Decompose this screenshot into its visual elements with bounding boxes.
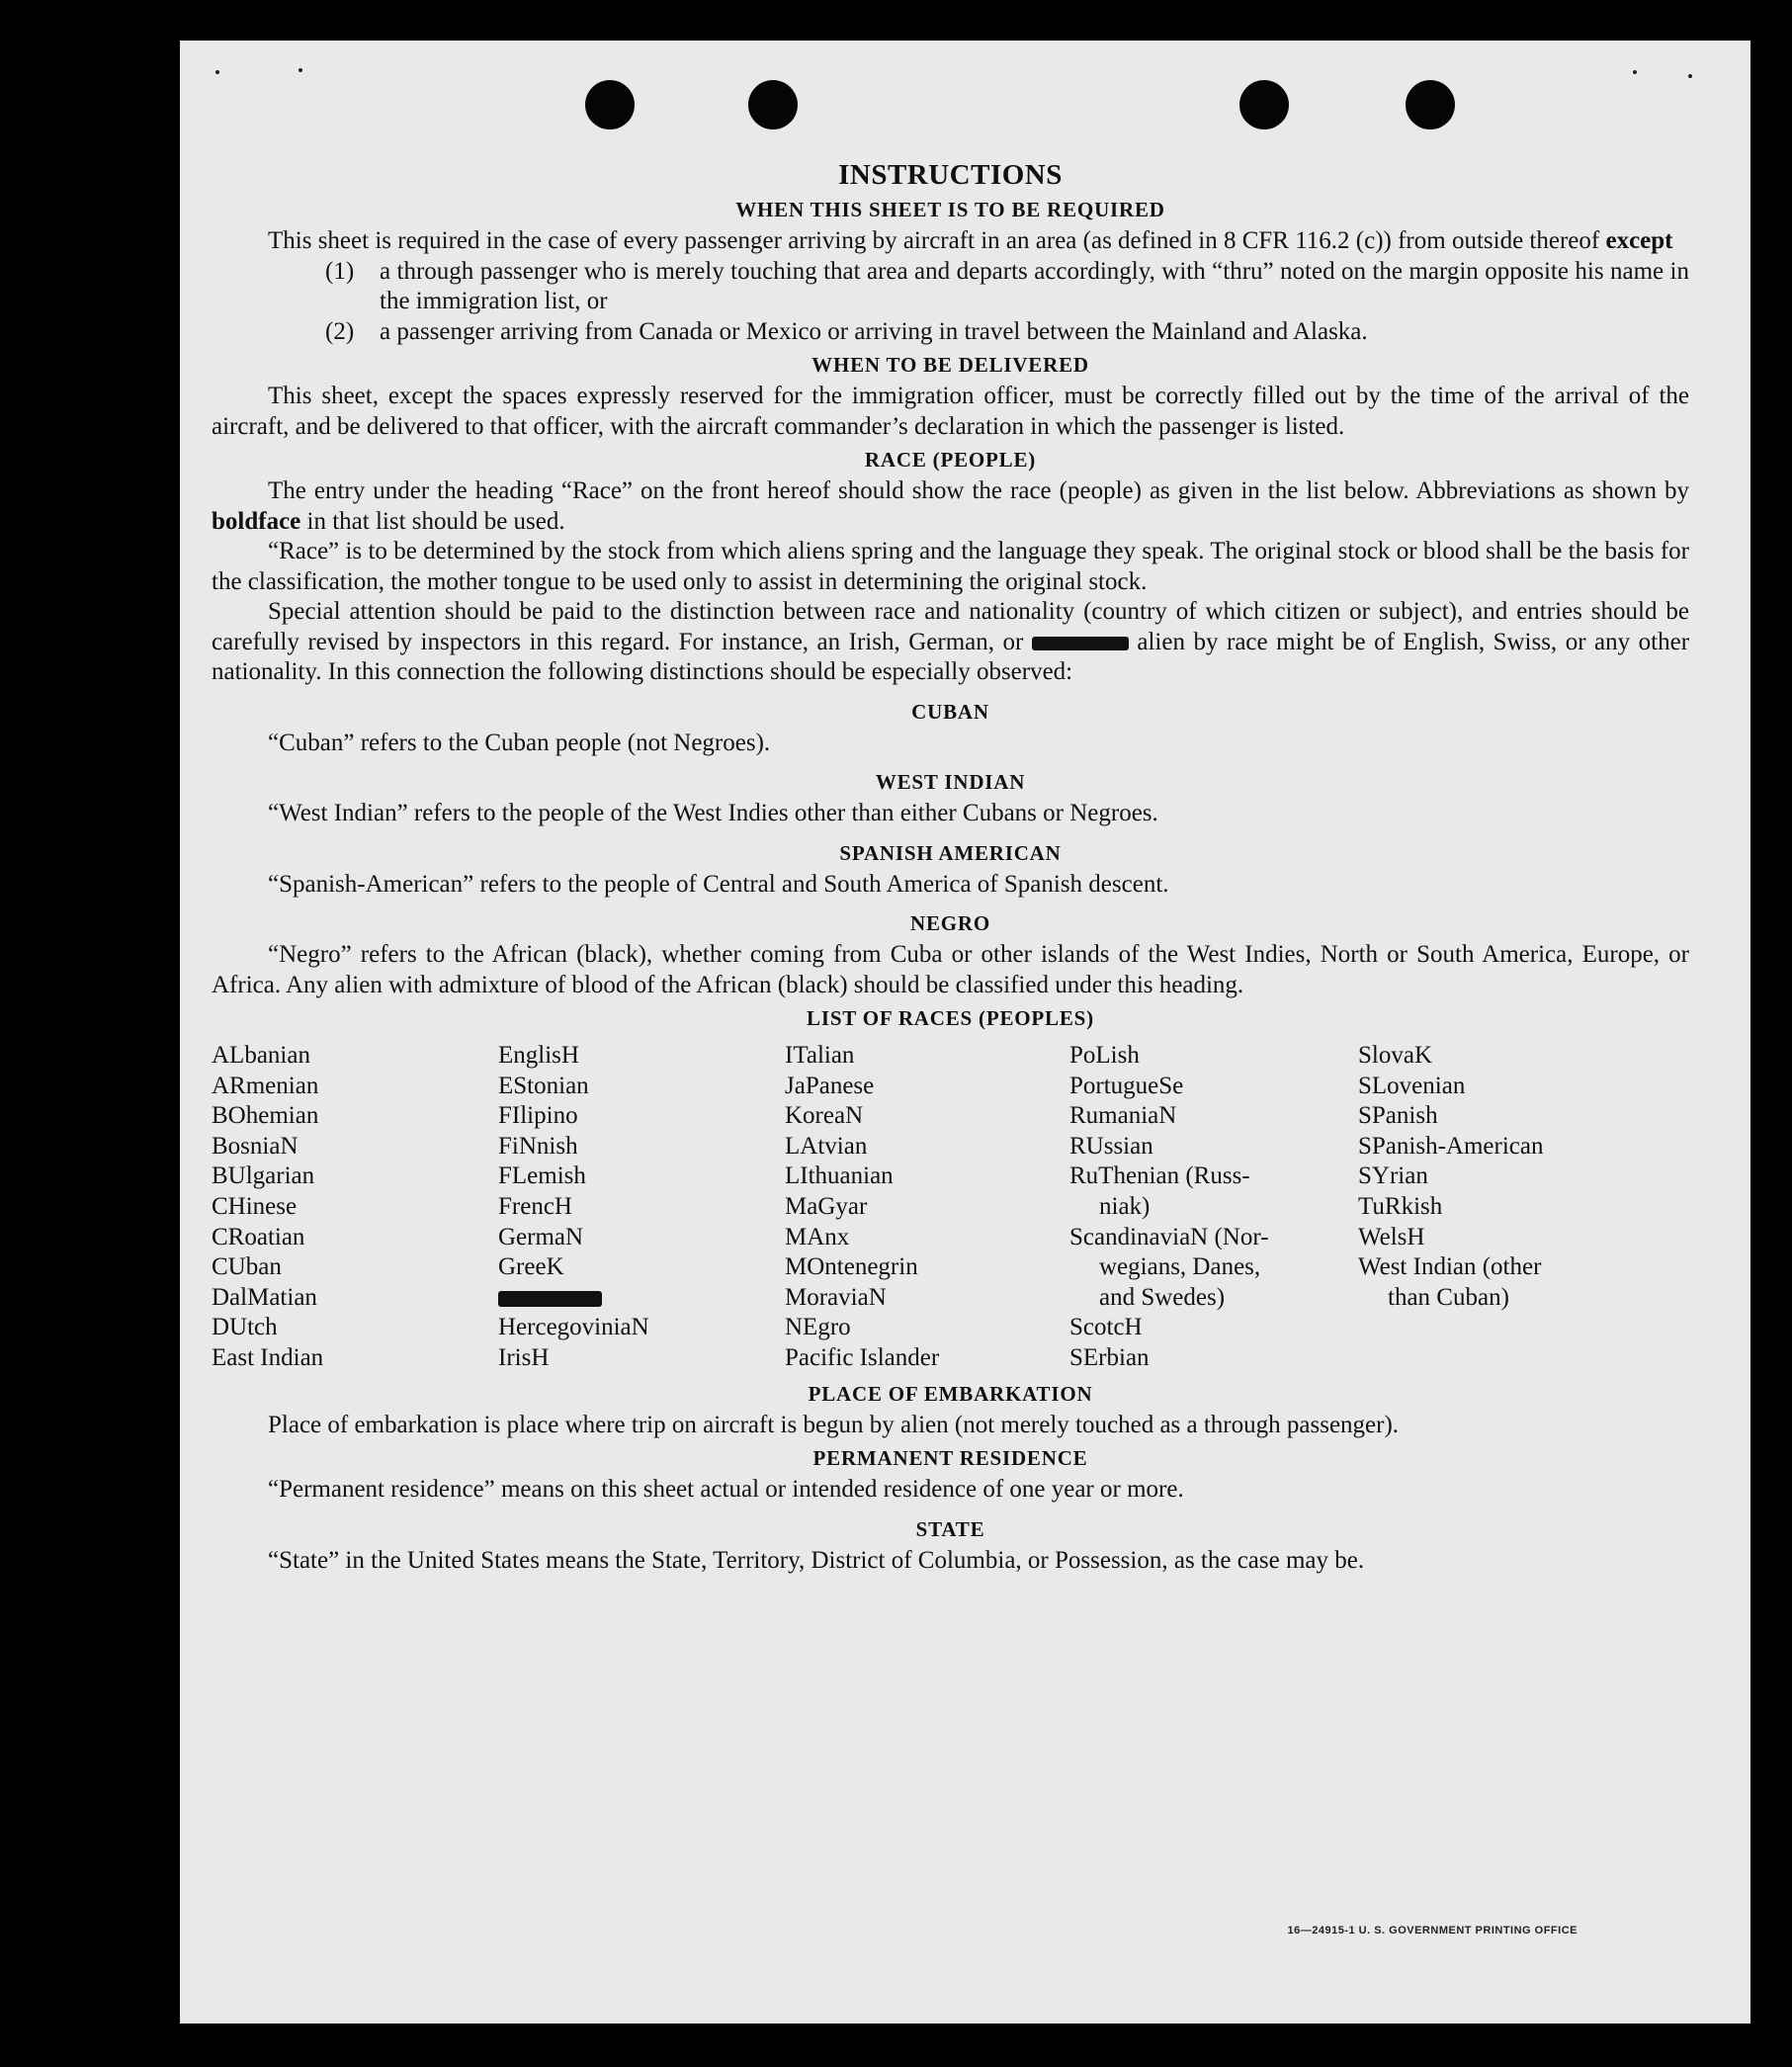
heading-required: WHEN THIS SHEET IS TO BE REQUIRED — [735, 198, 1165, 221]
redacted-race-entry — [498, 1283, 785, 1314]
race-entry: SErbian — [1069, 1343, 1150, 1371]
negro-text: “Negro” refers to the African (black), whether coming from Cuba or other islands of the West Indies, North or South America, Europe, or Africa. Any alien with admixture of blood of the African (black) should be classified under this heading. — [212, 941, 1689, 998]
race-entry: CUban — [212, 1253, 282, 1281]
race-entry: ARmenian — [212, 1072, 319, 1099]
race-entry: TuRkish — [1358, 1192, 1443, 1220]
race-entry: CRoatian — [212, 1223, 305, 1250]
race-entry: LAtvian — [785, 1132, 868, 1160]
race-entry: FLemish — [498, 1163, 586, 1190]
list-item: (2) a passenger arriving from Canada or Mexico or arriving in travel between the Mainland and Alaska. — [325, 317, 1368, 345]
race-entry: SYrian — [1358, 1163, 1428, 1190]
race-entry: CHinese — [212, 1192, 298, 1220]
race-entry: SPanish-American — [1358, 1132, 1544, 1160]
race-entry: LIthuanian — [785, 1163, 894, 1190]
speck — [1688, 74, 1692, 78]
heading-spanish-american: SPANISH AMERICAN — [839, 840, 1062, 865]
race-entry: West Indian (other — [1358, 1253, 1542, 1281]
speck — [299, 68, 302, 72]
races-list — [212, 1041, 1689, 1374]
race-entry: Pacific Islander — [785, 1343, 940, 1371]
heading-permanent-residence: PERMANENT RESIDENCE — [812, 1446, 1088, 1471]
race-entry: GreeK — [498, 1253, 564, 1281]
race-entry: SPanish — [1358, 1102, 1438, 1130]
speck — [215, 70, 219, 74]
race-entry: DUtch — [212, 1314, 278, 1341]
race-entry: MAnx — [785, 1223, 850, 1250]
races-column — [212, 1041, 498, 1374]
race-entry: KoreaN — [785, 1102, 864, 1130]
race-paragraph-2: “Race” is to be determined by the stock from which aliens spring and the language they speak. The original stock or blood shall be the basis for the classification, the mother tongue to be used only to assist in determining the original stock. — [212, 538, 1689, 595]
race-entry: FiNnish — [498, 1132, 578, 1160]
race-entry: PoLish — [1069, 1042, 1140, 1069]
races-column — [1069, 1041, 1358, 1374]
race-entry: DalMatian — [212, 1283, 317, 1311]
race-paragraph-1: The entry under the heading “Race” on the front hereof should show the race (people) as given in the list below. Abbreviations as shown by boldface in that list should be used. — [212, 477, 1689, 535]
race-entry: RumaniaN — [1069, 1102, 1177, 1130]
state-text: “State” in the United States means the State, Territory, District of Columbia, or Possession, as the case may be. — [268, 1546, 1365, 1574]
heading-embarkation: PLACE OF EMBARKATION — [808, 1381, 1093, 1406]
heading-list-of-races: LIST OF RACES (PEOPLES) — [807, 1006, 1094, 1030]
redaction-mark — [498, 1291, 602, 1307]
west-indian-text: “West Indian” refers to the people of the West Indies other than either Cubans or Negroes. — [268, 800, 1158, 826]
race-entry: East Indian — [212, 1343, 324, 1371]
race-entry: MOntenegrin — [785, 1253, 918, 1281]
races-column — [785, 1041, 1069, 1374]
races-column — [498, 1041, 785, 1374]
printing-office-code: 16—24915-1 U. S. GOVERNMENT PRINTING OFFICE — [1287, 1925, 1578, 1937]
race-entry: JaPanese — [785, 1072, 875, 1099]
race-entry: and Swedes) — [1099, 1283, 1226, 1311]
race-entry: MaGyar — [785, 1192, 868, 1220]
heading-negro: NEGRO — [909, 911, 990, 935]
races-column — [1358, 1041, 1615, 1374]
race-entry: wegians, Danes, — [1099, 1253, 1261, 1281]
race-entry: BOhemian — [212, 1102, 319, 1130]
document-sheet — [180, 41, 1750, 2024]
punch-hole — [1239, 80, 1289, 129]
speck — [1633, 70, 1637, 74]
redaction-mark — [1032, 637, 1129, 650]
punch-hole — [1406, 80, 1455, 129]
race-entry: MoraviaN — [785, 1283, 887, 1311]
heading-race: RACE (PEOPLE) — [864, 448, 1037, 472]
punch-hole — [748, 80, 798, 129]
race-entry: WelsH — [1358, 1223, 1425, 1250]
race-entry: SlovaK — [1358, 1042, 1432, 1069]
heading-cuban: CUBAN — [911, 699, 989, 724]
residence-text: “Permanent residence” means on this sheet actual or intended residence of one year or more. — [268, 1476, 1184, 1504]
race-entry: ScotcH — [1069, 1314, 1143, 1341]
race-entry: GermaN — [498, 1223, 584, 1250]
heading-west-indian: WEST INDIAN — [875, 770, 1026, 794]
race-entry: NEgro — [785, 1314, 851, 1341]
race-paragraph-3: Special attention should be paid to the distinction between race and nationality (country of which citizen or subject), and entries should be carefully revised by inspectors in this regard. For instance, an Irish, German, or alien by race might be of English, Swiss, or any other nationality. In this connection the following distinctions should be especially observed: — [212, 598, 1690, 685]
heading-state: STATE — [915, 1516, 985, 1541]
heading-delivered: WHEN TO BE DELIVERED — [811, 353, 1089, 377]
race-entry: BUlgarian — [212, 1163, 315, 1190]
race-entry: BosniaN — [212, 1132, 299, 1160]
punch-hole — [585, 80, 635, 129]
race-entry: ScandinaviaN (Nor- — [1069, 1223, 1269, 1250]
embarkation-text: Place of embarkation is place where trip on aircraft is begun by alien (not merely touched as a through passenger). — [268, 1411, 1400, 1438]
list-item: (1) a through passenger who is merely touching that area and departs accordingly, with “thru” noted on the margin opposite his name in the immigration list, or — [325, 257, 1689, 314]
page-title: INSTRUCTIONS — [838, 159, 1063, 191]
race-entry: PortugueSe — [1069, 1072, 1184, 1099]
race-entry: RUssian — [1069, 1132, 1153, 1160]
delivered-text: This sheet, except the spaces expressly reserved for the immigration officer, must be correctly filled out by the time of the arrival of the aircraft, and be delivered to that officer, with the aircraft commander’s declaration in which the passenger is listed. — [212, 383, 1689, 440]
race-entry: HercegoviniaN — [498, 1314, 649, 1341]
race-entry: RuThenian (Russ- — [1069, 1163, 1250, 1190]
race-entry: niak) — [1099, 1192, 1151, 1220]
race-entry: ITalian — [785, 1042, 855, 1069]
race-entry: ALbanian — [212, 1042, 310, 1069]
cuban-text: “Cuban” refers to the Cuban people (not Negroes). — [268, 729, 771, 756]
race-entry: EStonian — [498, 1072, 589, 1099]
race-entry: SLovenian — [1358, 1072, 1466, 1099]
required-intro: This sheet is required in the case of every passenger arriving by aircraft in an area (as defined in 8 CFR 116.2 (c)) from outside thereof except — [268, 227, 1673, 254]
race-entry: than Cuban) — [1388, 1283, 1509, 1311]
race-entry: FIlipino — [498, 1102, 578, 1130]
race-entry: IrisH — [498, 1343, 550, 1371]
spanish-american-text: “Spanish-American” refers to the people of Central and South America of Spanish descent. — [268, 870, 1169, 898]
race-entry: EnglisH — [498, 1042, 579, 1069]
race-entry: FrencH — [498, 1192, 572, 1220]
